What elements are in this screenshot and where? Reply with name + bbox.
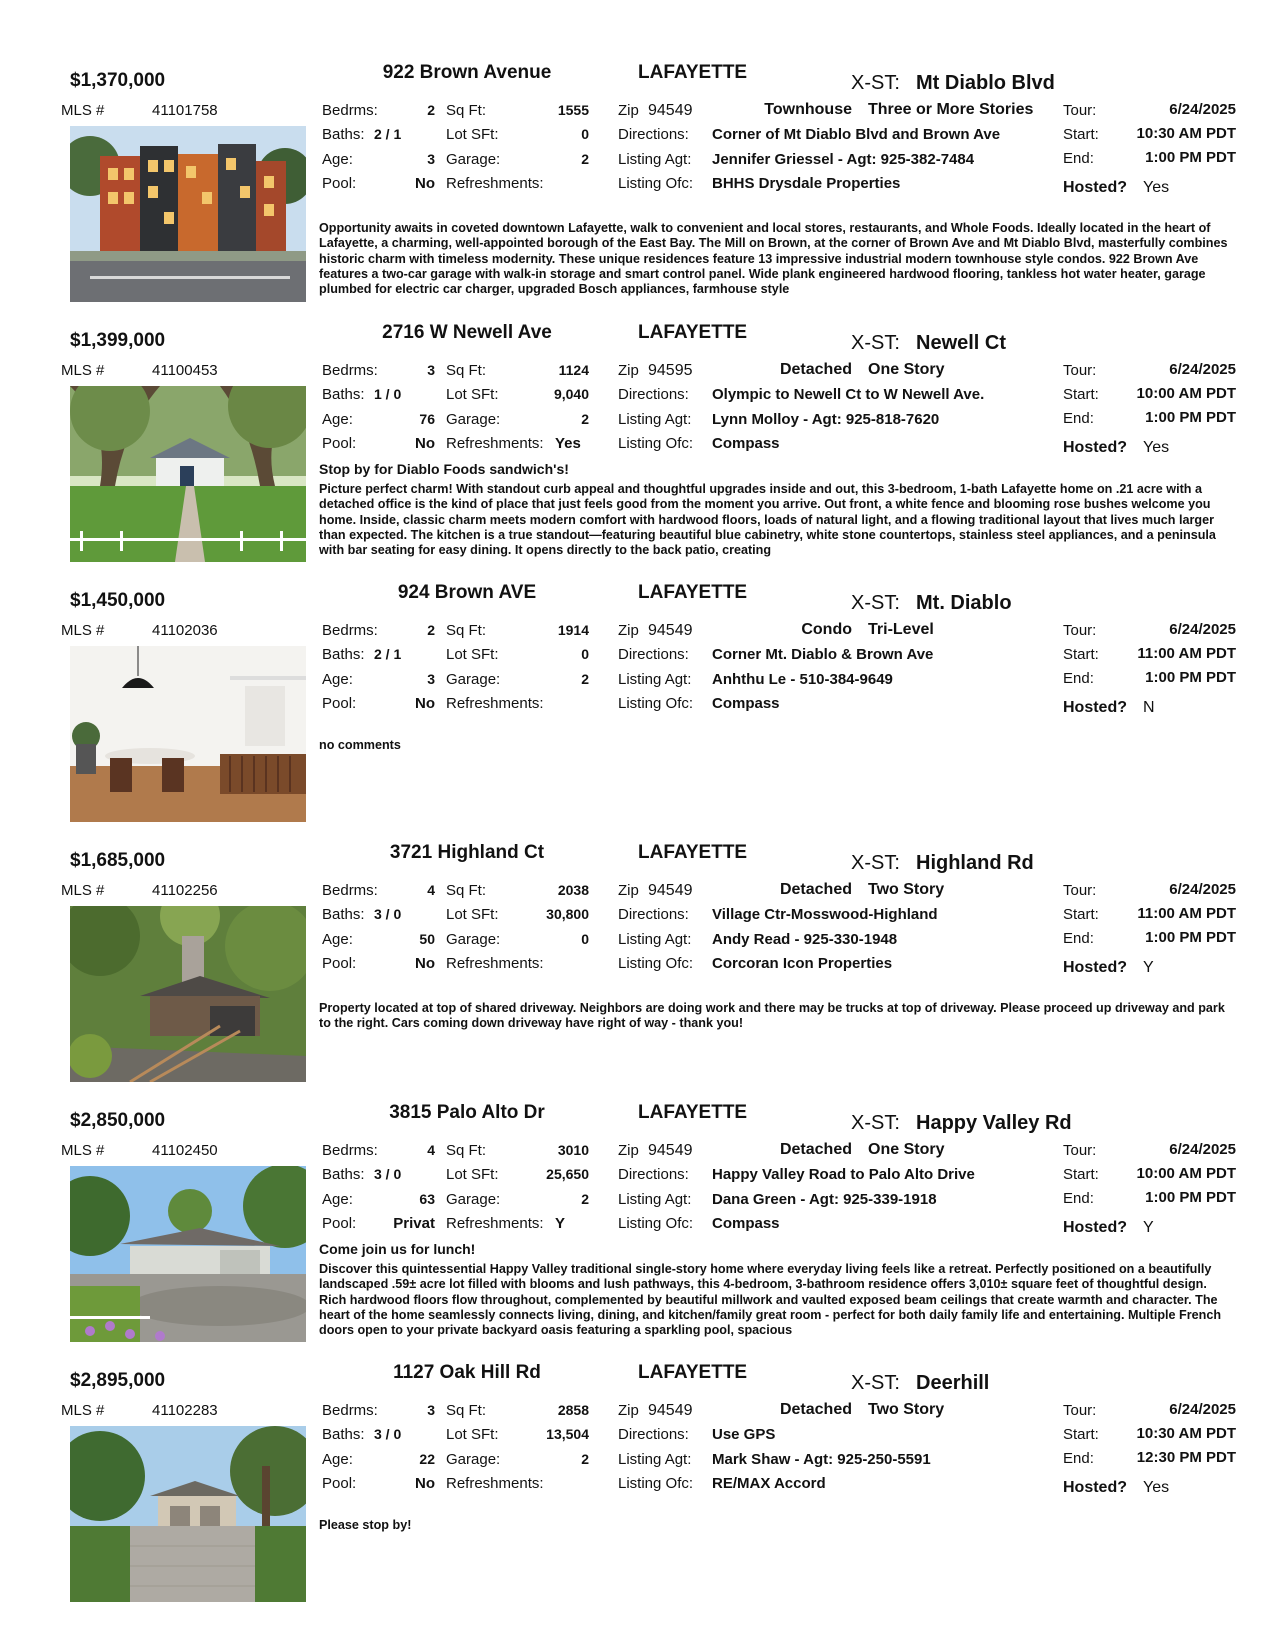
lot-sqft-value: 25,650 xyxy=(546,1166,589,1182)
directions-label: Directions: xyxy=(618,126,689,143)
listing-agent-label: Listing Agt: xyxy=(618,931,692,948)
tour-date: 6/24/2025 xyxy=(1169,361,1236,378)
lot-sqft-value: 0 xyxy=(581,646,589,662)
listing-office-label: Listing Ofc: xyxy=(618,695,694,712)
lot-sqft-label: Lot SFt: xyxy=(446,1166,499,1183)
start-label: Start: xyxy=(1063,1426,1099,1443)
pool-value: Privat xyxy=(393,1215,435,1232)
bedrooms-value: 4 xyxy=(427,1142,435,1158)
zip-label: Zip xyxy=(618,1402,639,1419)
start-label: Start: xyxy=(1063,386,1099,403)
cross-street-label: X-ST: xyxy=(851,1372,900,1394)
lot-sqft-value: 0 xyxy=(581,126,589,142)
listing-address[interactable]: 924 Brown AVE xyxy=(397,582,537,603)
listing-office-value: Compass xyxy=(712,695,780,712)
listing-price: $1,685,000 xyxy=(70,850,166,871)
cross-street: Happy Valley Rd xyxy=(916,1112,1072,1134)
property-stories: Three or More Stories xyxy=(868,101,1034,118)
listing-office-value: BHHS Drysdale Properties xyxy=(712,175,901,192)
garage-value: 2 xyxy=(581,1451,589,1467)
directions-value: Happy Valley Road to Palo Alto Drive xyxy=(712,1166,975,1183)
cross-street: Mt Diablo Blvd xyxy=(916,72,1055,94)
mls-number[interactable]: 41101758 xyxy=(152,102,218,119)
listing-agent-label: Listing Agt: xyxy=(618,411,692,428)
age-label: Age: xyxy=(322,411,353,428)
age-label: Age: xyxy=(322,931,353,948)
pool-value: No xyxy=(415,695,435,712)
listing-agent-label: Listing Agt: xyxy=(618,1451,692,1468)
baths-value: 1 / 0 xyxy=(374,386,402,402)
listing-remarks: Property located at top of shared driveway. Neighbors are doing work and there may be trucks at top of driveway. Please proceed up driveway and park to the right. Cars coming down driveway have right of way - thank you! xyxy=(319,1001,1225,1031)
baths-label: Baths: xyxy=(322,646,365,663)
hosted-value: Y xyxy=(1143,959,1154,976)
pool-label: Pool: xyxy=(322,435,357,452)
property-type: Detached xyxy=(779,881,852,898)
start-time: 10:30 AM PDT xyxy=(1136,125,1236,142)
cross-street-label: X-ST: xyxy=(851,1112,900,1134)
zip-value: 94549 xyxy=(648,102,693,119)
mls-label: MLS # xyxy=(61,102,105,119)
lot-sqft-value: 9,040 xyxy=(553,386,589,402)
start-time: 10:00 AM PDT xyxy=(1136,385,1236,402)
mls-number[interactable]: 41100453 xyxy=(152,362,218,379)
refreshments-label: Refreshments: xyxy=(446,695,544,712)
start-label: Start: xyxy=(1063,126,1099,143)
sqft-label: Sq Ft: xyxy=(446,362,487,379)
bedrooms-value: 2 xyxy=(427,622,435,638)
listing-price: $1,399,000 xyxy=(70,330,166,351)
listing-agent-value: Anhthu Le - 510-384-9649 xyxy=(712,671,893,688)
bedrooms-label: Bedrms: xyxy=(322,102,378,119)
tour-label: Tour: xyxy=(1063,1402,1097,1419)
listing-agent-label: Listing Agt: xyxy=(618,1191,692,1208)
listing-card-5 xyxy=(0,1098,1275,1356)
age-label: Age: xyxy=(322,1191,353,1208)
mls-label: MLS # xyxy=(61,362,105,379)
cross-street: Highland Rd xyxy=(916,852,1034,874)
listing-address[interactable]: 3815 Palo Alto Dr xyxy=(389,1102,545,1123)
listing-card-6 xyxy=(0,1358,1275,1616)
bedrooms-label: Bedrms: xyxy=(322,1402,378,1419)
tour-date: 6/24/2025 xyxy=(1169,1141,1236,1158)
cross-street: Newell Ct xyxy=(916,332,1007,354)
refreshments-label: Refreshments: xyxy=(446,175,544,192)
listing-office-label: Listing Ofc: xyxy=(618,435,694,452)
property-stories: Two Story xyxy=(868,881,945,898)
baths-label: Baths: xyxy=(322,906,365,923)
pool-label: Pool: xyxy=(322,1215,357,1232)
listing-city: LAFAYETTE xyxy=(638,582,748,603)
age-value: 22 xyxy=(419,1451,435,1467)
zip-value: 94595 xyxy=(648,362,693,379)
listing-remarks: no comments xyxy=(319,738,401,752)
start-time: 10:30 AM PDT xyxy=(1136,1425,1236,1442)
listing-remarks: Opportunity awaits in coveted downtown Lafayette, walk to convenient and local stores, restaurants, and Whole Foods. Ideally located in the heart of Lafayette, a charming, well-appointed borough of the East Bay. The Mill on Brown, at the corner of Brown Ave and Mt Diablo Blvd, masterfully combines historic charm with timeless modernity. These unique residences feature 13 impressive industrial modern townhouse style condos. 922 Brown Ave features a two-car garage with walk-in storage and smart control panel. Wide plank engineered hardwood flooring, tankless hot water heater, garage plumbed for electric car charger, upgraded Bosch appliances, farmhouse style xyxy=(319,221,1228,297)
mls-label: MLS # xyxy=(61,622,105,639)
garage-value: 2 xyxy=(581,1191,589,1207)
bedrooms-label: Bedrms: xyxy=(322,362,378,379)
listing-agent-value: Lynn Molloy - Agt: 925-818-7620 xyxy=(712,411,940,428)
directions-label: Directions: xyxy=(618,1426,689,1443)
refreshments-label: Refreshments: xyxy=(446,435,544,452)
pool-value: No xyxy=(415,1475,435,1492)
listing-office-label: Listing Ofc: xyxy=(618,1475,694,1492)
property-stories: One Story xyxy=(868,1141,945,1158)
sqft-value: 2038 xyxy=(557,882,589,898)
age-value: 3 xyxy=(427,671,435,687)
listing-address[interactable]: 3721 Highland Ct xyxy=(389,842,545,863)
end-label: End: xyxy=(1063,670,1094,687)
listing-agent-value: Andy Read - 925-330-1948 xyxy=(712,931,898,948)
cross-street-label: X-ST: xyxy=(851,592,900,614)
baths-value: 2 / 1 xyxy=(374,126,402,142)
bedrooms-value: 4 xyxy=(427,882,435,898)
zip-label: Zip xyxy=(618,622,639,639)
lot-sqft-label: Lot SFt: xyxy=(446,126,499,143)
listing-city: LAFAYETTE xyxy=(638,322,748,343)
pool-value: No xyxy=(415,955,435,972)
listing-card-3 xyxy=(0,578,1275,836)
listing-price: $1,450,000 xyxy=(70,590,166,611)
listing-photo-hillside[interactable] xyxy=(70,906,306,1082)
pool-label: Pool: xyxy=(322,955,357,972)
listing-city: LAFAYETTE xyxy=(638,1102,748,1123)
end-label: End: xyxy=(1063,930,1094,947)
age-label: Age: xyxy=(322,1451,353,1468)
cross-street-label: X-ST: xyxy=(851,852,900,874)
pool-label: Pool: xyxy=(322,695,357,712)
start-label: Start: xyxy=(1063,646,1099,663)
age-value: 50 xyxy=(419,931,435,947)
zip-label: Zip xyxy=(618,1142,639,1159)
tour-date: 6/24/2025 xyxy=(1169,101,1236,118)
baths-label: Baths: xyxy=(322,126,365,143)
listing-agent-value: Mark Shaw - Agt: 925-250-5591 xyxy=(712,1451,931,1468)
start-time: 11:00 AM PDT xyxy=(1137,905,1236,922)
bedrooms-value: 2 xyxy=(427,102,435,118)
listing-address[interactable]: 922 Brown Avenue xyxy=(382,62,552,83)
lot-sqft-value: 30,800 xyxy=(546,906,589,922)
age-label: Age: xyxy=(322,671,353,688)
garage-label: Garage: xyxy=(446,151,501,168)
property-type: Detached xyxy=(779,1141,852,1158)
directions-value: Use GPS xyxy=(712,1426,776,1443)
mls-label: MLS # xyxy=(61,882,105,899)
listing-city: LAFAYETTE xyxy=(638,62,748,83)
bedrooms-label: Bedrms: xyxy=(322,622,378,639)
listing-office-value: RE/MAX Accord xyxy=(712,1475,826,1492)
property-type: Detached xyxy=(779,1401,852,1418)
pool-value: No xyxy=(415,175,435,192)
listing-address[interactable]: 1127 Oak Hill Rd xyxy=(393,1362,541,1383)
listing-photo-ranch[interactable] xyxy=(70,1166,306,1342)
cross-street-label: X-ST: xyxy=(851,332,900,354)
end-label: End: xyxy=(1063,1190,1094,1207)
zip-label: Zip xyxy=(618,882,639,899)
listing-agent-label: Listing Agt: xyxy=(618,671,692,688)
baths-value: 2 / 1 xyxy=(374,646,402,662)
baths-label: Baths: xyxy=(322,386,365,403)
zip-value: 94549 xyxy=(648,622,693,639)
refreshments-label: Refreshments: xyxy=(446,955,544,972)
hosted-label: Hosted? xyxy=(1063,1479,1127,1496)
cross-street: Deerhill xyxy=(916,1372,990,1394)
zip-value: 94549 xyxy=(648,1142,693,1159)
end-label: End: xyxy=(1063,1450,1094,1467)
zip-label: Zip xyxy=(618,362,639,379)
garage-value: 2 xyxy=(581,671,589,687)
hosted-label: Hosted? xyxy=(1063,1219,1127,1236)
listing-photo-interior[interactable] xyxy=(70,646,306,822)
mls-number[interactable]: 41102036 xyxy=(152,622,218,639)
directions-label: Directions: xyxy=(618,386,689,403)
listing-price: $1,370,000 xyxy=(70,70,166,91)
cross-street: Mt. Diablo xyxy=(916,592,1012,614)
age-value: 3 xyxy=(427,151,435,167)
listing-office-value: Compass xyxy=(712,1215,780,1232)
start-label: Start: xyxy=(1063,906,1099,923)
sqft-label: Sq Ft: xyxy=(446,1142,487,1159)
lot-sqft-value: 13,504 xyxy=(546,1426,589,1442)
start-time: 10:00 AM PDT xyxy=(1136,1165,1236,1182)
listing-remarks: Picture perfect charm! With standout curb appeal and thoughtful upgrades inside and out, this 3-bedroom, 1-bath Lafayette home on .21 acre with a detached office is the kind of place that just feels good from the moment you arrive. Out front, a white fence and blooming rose bushes welcome you home. Inside, classic charm meets modern comfort with hardwood floors, loads of natural light, and a flowing traditional layout that lives much larger than expected. The kitchen is a true standout—featuring beautiful blue cabinetry, white stone countertops, stainless steel appliances, and a peninsula with bar seating for easy dining. It opens directly to the back patio, creating xyxy=(319,482,1216,558)
pool-value: No xyxy=(415,435,435,452)
lot-sqft-label: Lot SFt: xyxy=(446,906,499,923)
end-time: 1:00 PM PDT xyxy=(1145,929,1236,946)
baths-value: 3 / 0 xyxy=(374,1426,402,1442)
bedrooms-label: Bedrms: xyxy=(322,882,378,899)
refreshments-value: Yes xyxy=(555,435,581,452)
listing-office-value: Corcoran Icon Properties xyxy=(712,955,893,972)
pool-label: Pool: xyxy=(322,175,357,192)
sqft-value: 2858 xyxy=(557,1402,589,1418)
sqft-label: Sq Ft: xyxy=(446,102,487,119)
listing-remarks: Discover this quintessential Happy Valley traditional single-story home where everyday living feels like a retreat. Perfectly positioned on a beautifully landscaped .59± acre lot filled with blooms and lush pathways, this 4-bedroom, 3-bathroom residence offers 3,010± square feet of thoughtful design. Rich hardwood floors flow throughout, complemented by beautiful millwork and vaulted exposed beam ceilings that create warmth and character. The heart of the home seamlessly connects living, dining, and kitchen/family great room - perfect for both daily family life and entertaining. Multiple French doors open to your private backyard oasis featuring a sparkling pool, spacious xyxy=(319,1262,1222,1338)
mls-label: MLS # xyxy=(61,1142,105,1159)
garage-label: Garage: xyxy=(446,411,501,428)
refreshments-label: Refreshments: xyxy=(446,1475,544,1492)
property-stories: Two Story xyxy=(868,1401,945,1418)
directions-label: Directions: xyxy=(618,906,689,923)
listing-office-label: Listing Ofc: xyxy=(618,1215,694,1232)
end-time: 1:00 PM PDT xyxy=(1145,669,1236,686)
bedrooms-value: 3 xyxy=(427,1402,435,1418)
property-type: Condo xyxy=(801,621,852,638)
tour-label: Tour: xyxy=(1063,882,1097,899)
tour-label: Tour: xyxy=(1063,362,1097,379)
tour-label: Tour: xyxy=(1063,622,1097,639)
start-time: 11:00 AM PDT xyxy=(1137,645,1236,662)
end-label: End: xyxy=(1063,410,1094,427)
listing-city: LAFAYETTE xyxy=(638,1362,748,1383)
mls-number[interactable]: 41102450 xyxy=(152,1142,218,1159)
hosted-value: Yes xyxy=(1143,179,1170,196)
garage-value: 2 xyxy=(581,411,589,427)
hosted-value: Yes xyxy=(1143,1479,1170,1496)
zip-value: 94549 xyxy=(648,882,693,899)
garage-label: Garage: xyxy=(446,931,501,948)
listing-agent-value: Jennifer Griessel - Agt: 925-382-7484 xyxy=(712,151,975,168)
listing-office-label: Listing Ofc: xyxy=(618,175,694,192)
baths-label: Baths: xyxy=(322,1426,365,1443)
zip-value: 94549 xyxy=(648,1402,693,1419)
property-stories: One Story xyxy=(868,361,945,378)
lot-sqft-label: Lot SFt: xyxy=(446,646,499,663)
hosted-label: Hosted? xyxy=(1063,959,1127,976)
age-value: 76 xyxy=(419,411,435,427)
listing-price: $2,850,000 xyxy=(70,1110,166,1131)
directions-value: Corner of Mt Diablo Blvd and Brown Ave xyxy=(712,126,1001,143)
listing-card-2 xyxy=(0,318,1275,576)
refreshments-label: Refreshments: xyxy=(446,1215,544,1232)
sqft-value: 3010 xyxy=(557,1142,589,1158)
lot-sqft-label: Lot SFt: xyxy=(446,386,499,403)
garage-label: Garage: xyxy=(446,1191,501,1208)
age-label: Age: xyxy=(322,151,353,168)
cross-street-label: X-ST: xyxy=(851,72,900,94)
hosted-label: Hosted? xyxy=(1063,699,1127,716)
end-time: 1:00 PM PDT xyxy=(1145,409,1236,426)
zip-label: Zip xyxy=(618,102,639,119)
property-type: Detached xyxy=(779,361,852,378)
garage-value: 0 xyxy=(581,931,589,947)
hosted-value: N xyxy=(1143,699,1155,716)
listing-note: Stop by for Diablo Foods sandwich's! xyxy=(319,461,569,477)
mls-number[interactable]: 41102256 xyxy=(152,882,218,899)
mls-label: MLS # xyxy=(61,1402,105,1419)
refreshments-value: Y xyxy=(555,1215,566,1232)
baths-value: 3 / 0 xyxy=(374,906,402,922)
mls-number[interactable]: 41102283 xyxy=(152,1402,218,1419)
tour-date: 6/24/2025 xyxy=(1169,621,1236,638)
directions-value: Olympic to Newell Ct to W Newell Ave. xyxy=(712,386,985,403)
end-time: 12:30 PM PDT xyxy=(1136,1449,1236,1466)
listing-photo-cottage[interactable] xyxy=(70,386,306,562)
sqft-label: Sq Ft: xyxy=(446,622,487,639)
listing-agent-value: Dana Green - Agt: 925-339-1918 xyxy=(712,1191,937,1208)
listing-price: $2,895,000 xyxy=(70,1370,166,1391)
pool-label: Pool: xyxy=(322,1475,357,1492)
listing-photo-townhouse[interactable] xyxy=(70,126,306,302)
end-time: 1:00 PM PDT xyxy=(1145,1189,1236,1206)
garage-value: 2 xyxy=(581,151,589,167)
hosted-label: Hosted? xyxy=(1063,179,1127,196)
sqft-value: 1914 xyxy=(557,622,589,638)
hosted-value: Y xyxy=(1143,1219,1154,1236)
end-label: End: xyxy=(1063,150,1094,167)
hosted-value: Yes xyxy=(1143,439,1170,456)
listing-photo-driveway[interactable] xyxy=(70,1426,306,1602)
listing-address[interactable]: 2716 W Newell Ave xyxy=(382,322,552,343)
end-time: 1:00 PM PDT xyxy=(1145,149,1236,166)
listing-office-label: Listing Ofc: xyxy=(618,955,694,972)
garage-label: Garage: xyxy=(446,1451,501,1468)
property-type: Townhouse xyxy=(764,101,852,118)
listing-card-1 xyxy=(0,58,1275,316)
bedrooms-value: 3 xyxy=(427,362,435,378)
listing-remarks: Please stop by! xyxy=(319,1518,412,1532)
sqft-value: 1124 xyxy=(558,362,589,378)
listing-agent-label: Listing Agt: xyxy=(618,151,692,168)
age-value: 63 xyxy=(419,1191,435,1207)
sqft-label: Sq Ft: xyxy=(446,882,487,899)
tour-label: Tour: xyxy=(1063,102,1097,119)
tour-date: 6/24/2025 xyxy=(1169,1401,1236,1418)
sqft-value: 1555 xyxy=(557,102,589,118)
listing-office-value: Compass xyxy=(712,435,780,452)
directions-label: Directions: xyxy=(618,646,689,663)
sqft-label: Sq Ft: xyxy=(446,1402,487,1419)
start-label: Start: xyxy=(1063,1166,1099,1183)
baths-label: Baths: xyxy=(322,1166,365,1183)
tour-date: 6/24/2025 xyxy=(1169,881,1236,898)
listing-note: Come join us for lunch! xyxy=(319,1241,476,1257)
tour-label: Tour: xyxy=(1063,1142,1097,1159)
lot-sqft-label: Lot SFt: xyxy=(446,1426,499,1443)
hosted-label: Hosted? xyxy=(1063,439,1127,456)
listing-card-4 xyxy=(0,838,1275,1096)
directions-value: Corner Mt. Diablo & Brown Ave xyxy=(712,646,934,663)
garage-label: Garage: xyxy=(446,671,501,688)
directions-value: Village Ctr-Mosswood-Highland xyxy=(712,906,938,923)
bedrooms-label: Bedrms: xyxy=(322,1142,378,1159)
directions-label: Directions: xyxy=(618,1166,689,1183)
listing-city: LAFAYETTE xyxy=(638,842,748,863)
property-stories: Tri-Level xyxy=(868,621,934,638)
baths-value: 3 / 0 xyxy=(374,1166,402,1182)
